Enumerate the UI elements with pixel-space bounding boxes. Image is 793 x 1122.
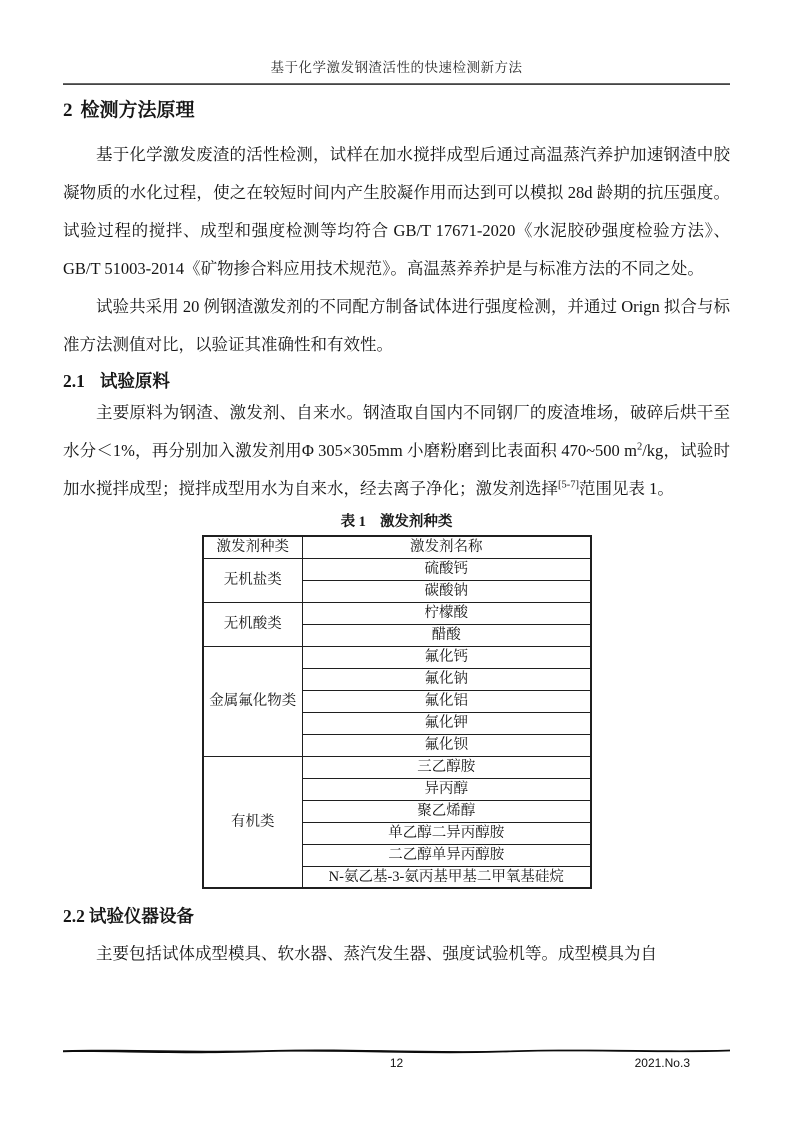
activator-name-cell: 氟化钠 bbox=[303, 668, 591, 690]
activator-category-cell: 金属氟化物类 bbox=[203, 646, 303, 756]
superscript-squared: 2 bbox=[636, 441, 643, 453]
activator-name-cell: 异丙醇 bbox=[303, 778, 591, 800]
column-header-type: 激发剂种类 bbox=[203, 536, 303, 558]
activator-name-cell: 聚乙烯醇 bbox=[303, 800, 591, 822]
section-title: 检测方法原理 bbox=[80, 100, 195, 121]
running-header bbox=[63, 0, 730, 85]
section-heading-2 bbox=[63, 98, 730, 124]
page-number: 12 bbox=[389, 1056, 404, 1070]
section-number: 2 bbox=[63, 100, 73, 121]
header-rule bbox=[63, 83, 730, 85]
activator-name-cell: 二乙醇单异丙醇胺 bbox=[303, 844, 591, 866]
issue-label: 2021.No.3 bbox=[634, 1056, 690, 1070]
table-row bbox=[203, 602, 591, 624]
section-heading-2-2 bbox=[63, 904, 730, 929]
activator-name-cell: N-氨乙基-3-氨丙基甲基二甲氧基硅烷 bbox=[303, 866, 591, 888]
activator-name-cell: 柠檬酸 bbox=[303, 602, 591, 624]
table-row bbox=[203, 558, 591, 580]
activator-name-cell: 氟化钡 bbox=[303, 734, 591, 756]
activator-category-cell: 无机盐类 bbox=[203, 558, 303, 602]
table-caption-label: 表 1 bbox=[340, 514, 366, 530]
table-header-row bbox=[203, 536, 591, 558]
activator-name-cell: 氟化钙 bbox=[303, 646, 591, 668]
activator-category-cell: 有机类 bbox=[203, 756, 303, 888]
activator-name-cell: 氟化钾 bbox=[303, 712, 591, 734]
table-caption bbox=[63, 512, 730, 533]
activator-types-table bbox=[202, 535, 592, 889]
activator-name-cell: 醋酸 bbox=[303, 624, 591, 646]
citation-reference: [5-7] bbox=[558, 479, 579, 491]
section-heading-2-1 bbox=[63, 369, 730, 394]
footer-rule bbox=[63, 1046, 730, 1055]
table-row bbox=[203, 756, 591, 778]
section-number: 2.2 bbox=[63, 906, 85, 926]
activator-name-cell: 单乙醇二异丙醇胺 bbox=[303, 822, 591, 844]
footer-text-row bbox=[63, 1056, 730, 1074]
paragraph-text: 范围见表 1。 bbox=[579, 479, 674, 498]
activator-name-cell: 三乙醇胺 bbox=[303, 756, 591, 778]
activator-name-cell: 碳酸钠 bbox=[303, 580, 591, 602]
table-row bbox=[203, 646, 591, 668]
section-title: 试验仪器设备 bbox=[88, 906, 194, 926]
running-title: 基于化学激发钢渣活性的快速检测新方法 bbox=[270, 60, 523, 75]
paragraph-equipment: 主要包括试体成型模具、软水器、蒸汽发生器、强度试验机等。成型模具为自 bbox=[96, 944, 657, 963]
paragraph-text: /kg，试验时加水搅拌成型；搅拌成型用水为自来水，经去离子净化；激发剂选择 bbox=[63, 441, 730, 498]
activator-table-body bbox=[203, 558, 591, 888]
paragraph-principle-1: 基于化学激发废渣的活性检测，试样在加水搅拌成型后通过高温蒸汽养护加速钢渣中胶凝物质的水化过程，使之在较短时间内产生胶凝作用而达到可以模拟 28d 龄期的抗压强度。试验过程的搅拌、成型和强度检测等均符合 GB/T 17671-2020《水泥胶砂强度检验方法》、GB/T 51003-2014《矿物掺合料应用技术规范》。高温蒸养养护是与标准方法的不同之处。 bbox=[63, 145, 730, 278]
column-header-name: 激发剂名称 bbox=[303, 536, 591, 558]
paragraph-raw-materials bbox=[63, 394, 730, 508]
paragraph-text: 主要原料为钢渣、激发剂、自来水。钢渣取自国内不同钢厂的废渣堆场，破碎后烘干至水分＜1%，再分别加入激发剂用Φ 305×305mm 小磨粉磨到比表面积 470~500 m bbox=[63, 403, 730, 460]
activator-category-cell: 无机酸类 bbox=[203, 602, 303, 646]
table-caption-title: 激发剂种类 bbox=[379, 514, 453, 530]
paragraph-principle-2: 试验共采用 20 例钢渣激发剂的不同配方制备试体进行强度检测，并通过 Orign 拟合与标准方法测值对比，以验证其准确性和有效性。 bbox=[63, 297, 730, 354]
section-number: 2.1 bbox=[63, 371, 85, 391]
activator-name-cell: 硫酸钙 bbox=[303, 558, 591, 580]
page-footer bbox=[63, 1046, 730, 1074]
section-title: 试验原料 bbox=[99, 371, 170, 391]
activator-name-cell: 氟化铝 bbox=[303, 690, 591, 712]
